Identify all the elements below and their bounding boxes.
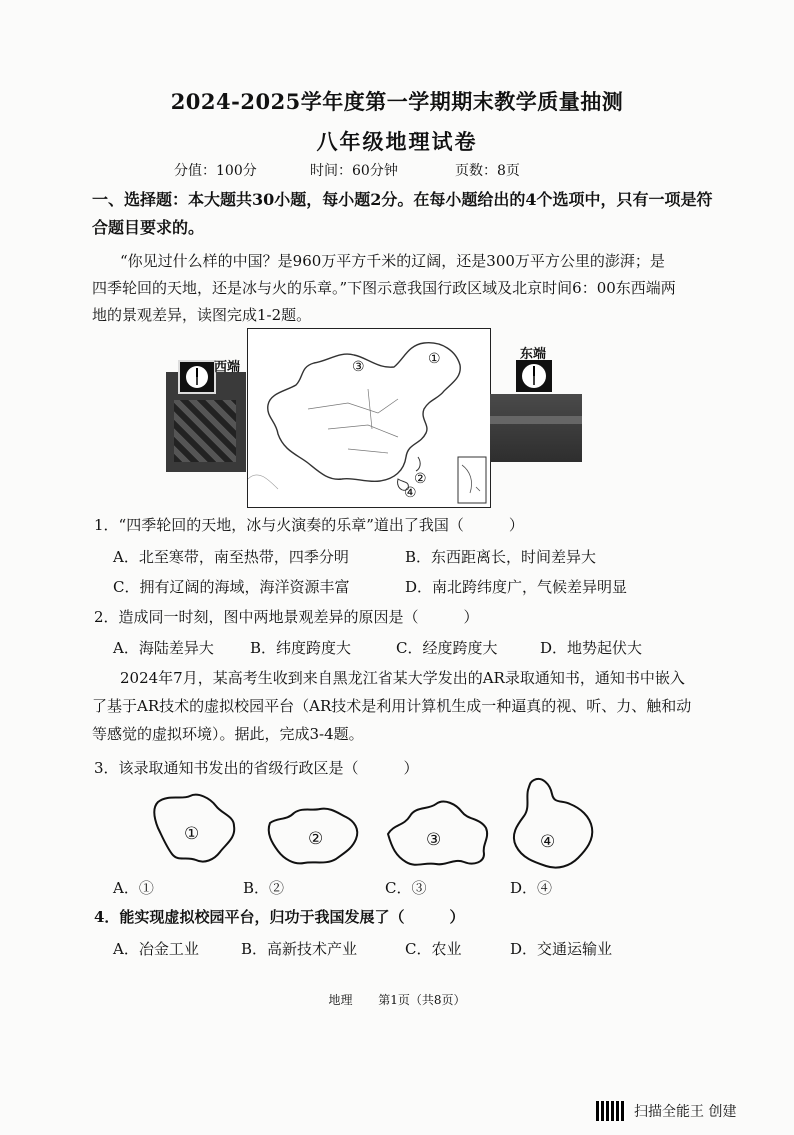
- q3-stem: 3．该录取通知书发出的省级行政区是（ ）: [94, 759, 419, 777]
- map-marker-1: ①: [428, 351, 441, 367]
- west-landscape-texture: [174, 400, 236, 462]
- china-map: [247, 328, 491, 508]
- scanner-watermark: [596, 1101, 786, 1135]
- map-marker-3: ③: [352, 359, 365, 375]
- q2-option-d: D．地势起伏大: [540, 639, 643, 657]
- q1-stem: 1．“四季轮回的天地，冰与火演奏的乐章”道出了我国（ ）: [94, 516, 524, 534]
- q4-option-b: B．高新技术产业: [241, 940, 358, 958]
- q3-option-a: A．①: [113, 879, 154, 897]
- footer-page-number: 第1页（共8页）: [378, 993, 466, 1007]
- q3-option-d: D．④: [510, 879, 553, 897]
- q3-option-b: B．②: [243, 879, 285, 897]
- q2-option-c: C．经度跨度大: [396, 639, 498, 657]
- qr-code-icon: [596, 1101, 626, 1121]
- china-map-outline: [248, 329, 490, 507]
- shape-label-1: ①: [184, 824, 200, 844]
- east-clock-icon: [516, 360, 552, 392]
- q3-option-c: C．③: [385, 879, 427, 897]
- map-marker-2: ②: [414, 471, 427, 487]
- section-heading-line1: 一、选择题：本大题共30小题，每小题2分。在每小题给出的4个选项中，只有一项是符: [92, 190, 713, 209]
- score-info: 分值：100分: [174, 163, 257, 179]
- watermark-text: 扫描全能王 创建: [634, 1104, 737, 1120]
- page-footer: [0, 991, 794, 1008]
- map-marker-4: ④: [404, 485, 417, 501]
- west-label: 西端: [214, 360, 241, 375]
- exam-subtitle: 八年级地理试卷: [316, 129, 478, 154]
- passage2-line1: 2024年7月，某高考生收到来自黑龙江省某大学发出的AR录取通知书，通知书中嵌入: [120, 669, 685, 687]
- east-label: 东端: [520, 347, 547, 362]
- passage1-line3: 地的景观差异，读图完成1-2题。: [92, 306, 312, 324]
- footer-subject: 地理: [328, 993, 353, 1007]
- east-landscape-photo: [490, 394, 582, 462]
- east-landscape-horizon: [490, 416, 582, 424]
- passage2-line2: 了基于AR技术的虚拟校园平台（AR技术是利用计算机生成一种逼真的视、听、力、触和动: [92, 697, 692, 715]
- passage1-line2: 四季轮回的天地，还是冰与火的乐章。”下图示意我国行政区域及北京时间6：00东西端两: [92, 279, 676, 297]
- q4-option-a: A．冶金工业: [113, 940, 199, 958]
- q2-stem: 2．造成同一时刻，图中两地景观差异的原因是（ ）: [94, 608, 479, 626]
- section-heading-line2: 合题目要求的。: [92, 218, 205, 237]
- shape-label-3: ③: [426, 830, 442, 850]
- shape-label-4: ④: [540, 832, 556, 852]
- passage2-line3: 等感觉的虚拟环境）。据此，完成3-4题。: [92, 725, 364, 743]
- time-info: 时间：60分钟: [310, 163, 398, 179]
- province-shape-2: [264, 803, 364, 869]
- west-clock-icon: [178, 360, 216, 394]
- q4-stem: 4．能实现虚拟校园平台，归功于我国发展了（ ）: [94, 908, 465, 926]
- q1-option-c: C．拥有辽阔的海域，海洋资源丰富: [113, 578, 350, 596]
- q4-option-c: C．农业: [405, 940, 462, 958]
- passage1-line1: “你见过什么样的中国？是960万平方千米的辽阔，还是300万平方公里的澎湃；是: [120, 252, 665, 270]
- exam-title: 2024-2025学年度第一学期期末教学质量抽测: [170, 89, 624, 114]
- shape-label-2: ②: [308, 829, 324, 849]
- province-shape-3: [384, 796, 492, 870]
- province-shape-1: [150, 790, 245, 868]
- q2-option-b: B．纬度跨度大: [250, 639, 352, 657]
- pages-info: 页数：8页: [455, 163, 520, 179]
- q2-option-a: A．海陆差异大: [113, 639, 214, 657]
- q4-option-d: D．交通运输业: [510, 940, 613, 958]
- q1-option-d: D．南北跨纬度广，气候差异明显: [405, 578, 628, 596]
- province-shape-4: [508, 774, 598, 874]
- q1-option-a: A．北至寒带，南至热带，四季分明: [113, 548, 349, 566]
- q1-option-b: B．东西距离长，时间差异大: [405, 548, 597, 566]
